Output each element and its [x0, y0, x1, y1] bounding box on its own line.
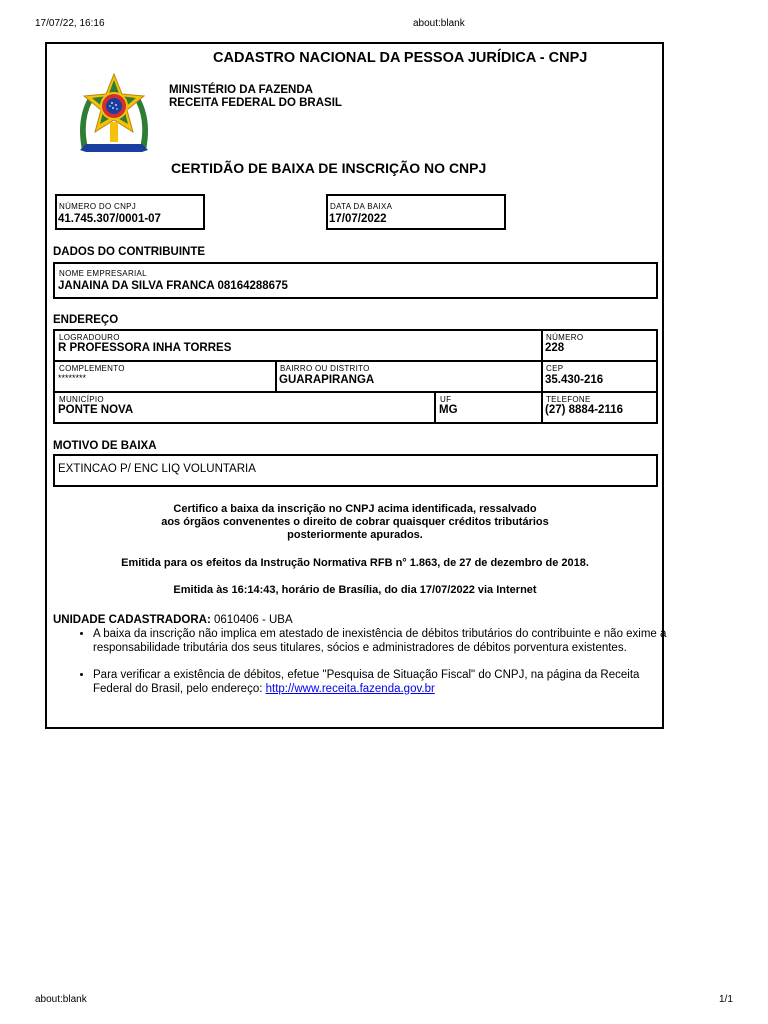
notes-list — [75, 628, 673, 710]
complemento-label: COMPLEMENTO — [59, 364, 125, 373]
certifico-line-3: posteriormente apurados. — [287, 529, 423, 541]
endereco-col-divider-uf — [434, 391, 436, 424]
baixa-date-label: DATA DA BAIXA — [330, 202, 393, 211]
logradouro-label: LOGRADOURO — [59, 333, 120, 342]
bairro-label: BAIRRO OU DISTRITO — [280, 364, 370, 373]
endereco-col-divider-bairro — [275, 360, 277, 392]
receita-link[interactable]: http://www.receita.fazenda.gov.br — [265, 682, 435, 695]
motivo-section-heading: MOTIVO DE BAIXA — [53, 440, 157, 452]
numero-label: NÚMERO — [546, 333, 584, 342]
nome-empresarial-value: JANAINA DA SILVA FRANCA 08164288675 — [58, 280, 288, 292]
logradouro-value: R PROFESSORA INHA TORRES — [58, 342, 232, 354]
certifico-line-2: aos órgãos convenentes o direito de cobrar quaisquer créditos tributários — [161, 516, 549, 528]
print-footer-page-number: 1/1 — [719, 994, 733, 1005]
motivo-value: EXTINCAO P/ ENC LIQ VOLUNTARIA — [58, 463, 256, 475]
telefone-label: TELEFONE — [546, 395, 591, 404]
cnpj-label: NÚMERO DO CNPJ — [59, 202, 137, 211]
cep-label: CEP — [546, 364, 564, 373]
ministry-line-1: MINISTÉRIO DA FAZENDA — [169, 84, 313, 96]
complemento-value: ******** — [58, 373, 87, 383]
uf-value: MG — [439, 404, 458, 416]
cnpj-value: 41.745.307/0001-07 — [58, 213, 161, 225]
municipio-value: PONTE NOVA — [58, 404, 134, 416]
print-header-datetime: 17/07/22, 16:16 — [35, 18, 105, 29]
endereco-col-divider-numero — [541, 329, 543, 424]
note-item-2 — [93, 669, 673, 696]
emitida-text: Emitida às 16:14:43, horário de Brasília, do dia 17/07/2022 via Internet — [173, 584, 537, 596]
numero-value: 228 — [545, 342, 565, 354]
ministry-name — [169, 84, 342, 110]
instrucao-normativa-text: Emitida para os efeitos da Instrução Normativa RFB n° 1.863, de 27 de dezembro de 2018. — [121, 557, 589, 569]
unidade-label: UNIDADE CADASTRADORA: — [53, 614, 211, 626]
endereco-section-heading: ENDEREÇO — [53, 314, 119, 326]
municipio-label: MUNICÍPIO — [59, 395, 104, 404]
certificate-title: CERTIDÃO DE BAIXA DE INSCRIÇÃO NO CNPJ — [171, 160, 487, 176]
print-header-url: about:blank — [413, 18, 465, 29]
print-footer-url: about:blank — [35, 994, 87, 1005]
certifico-line-1: Certifico a baixa da inscrição no CNPJ acima identificada, ressalvado — [173, 503, 537, 515]
page-title: CADASTRO NACIONAL DA PESSOA JURÍDICA - CNPJ — [213, 50, 588, 66]
telefone-value: (27) 8884-2116 — [545, 404, 624, 416]
bairro-value: GUARAPIRANGA — [279, 374, 375, 386]
endereco-divider-1 — [53, 360, 658, 362]
brazil-coat-of-arms-icon — [72, 70, 156, 158]
baixa-date-value: 17/07/2022 — [329, 213, 387, 225]
ministry-line-2: RECEITA FEDERAL DO BRASIL — [169, 97, 342, 109]
endereco-divider-2 — [53, 391, 658, 393]
cep-value: 35.430-216 — [545, 374, 604, 386]
unidade-cadastradora — [53, 614, 293, 626]
note-item-1: • A baixa da inscrição não implica em atestado de inexistência de débitos tributários do contribuinte e não exime a responsabilidade tributária dos seus titulares, sócios e administradores de débitos porventura existentes. — [93, 628, 673, 655]
note-2-text: Para verificar a existência de débitos, efetue "Pesquisa de Situação Fiscal" do CNPJ, na página da Receita Federal do Brasil, pelo endereço: — [93, 669, 640, 695]
uf-label: UF — [440, 395, 452, 404]
unidade-value: 0610406 - UBA — [214, 614, 293, 626]
certifico-paragraph — [60, 503, 650, 542]
nome-empresarial-label: NOME EMPRESARIAL — [59, 269, 147, 278]
contribuinte-section-heading: DADOS DO CONTRIBUINTE — [53, 246, 206, 258]
